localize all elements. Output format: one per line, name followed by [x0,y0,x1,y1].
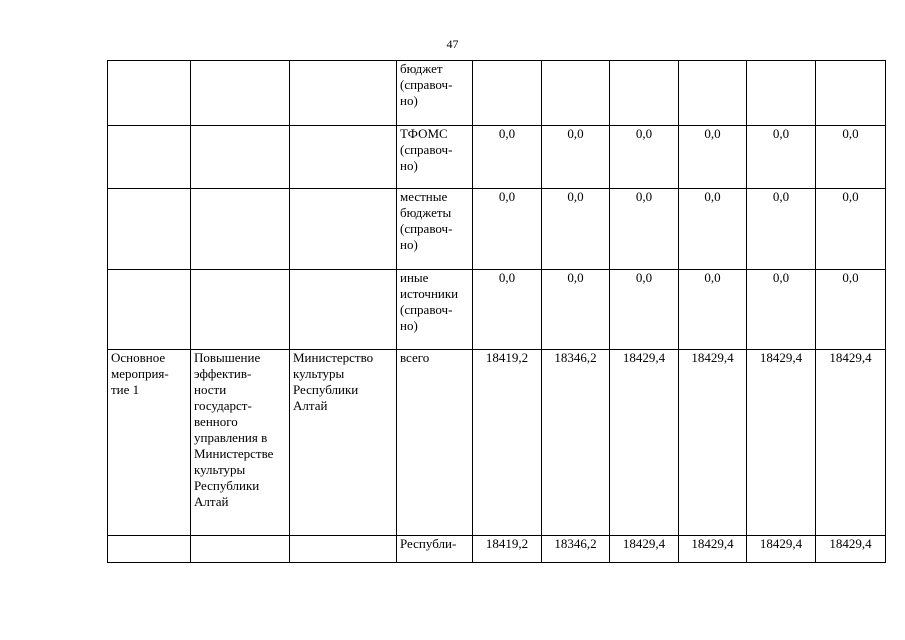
executor-cell [290,126,397,189]
value-cell: 0,0 [473,126,542,189]
table-row [108,350,886,536]
event-cell: Основное мероприя- тие 1 [108,350,191,536]
value-cell: 18429,4 [610,350,679,536]
value-cell: 0,0 [816,270,886,350]
value-cell [610,61,679,126]
value-cell: 0,0 [610,126,679,189]
executor-cell [290,189,397,270]
value-cell: 0,0 [473,270,542,350]
value-cell: 18429,4 [816,350,886,536]
value-cell: 18419,2 [473,536,542,563]
source-cell: местные бюджеты (справоч- но) [397,189,473,270]
value-cell: 18419,2 [473,350,542,536]
executor-cell [290,61,397,126]
name-cell [191,189,290,270]
value-cell: 18346,2 [542,536,610,563]
table-row [108,126,886,189]
value-cell: 18429,4 [679,536,747,563]
event-cell [108,189,191,270]
event-cell [108,61,191,126]
value-cell: 0,0 [679,126,747,189]
value-cell: 18429,4 [747,350,816,536]
name-cell [191,61,290,126]
table-row [108,536,886,563]
value-cell [679,61,747,126]
event-cell [108,270,191,350]
value-cell [747,61,816,126]
value-cell: 0,0 [747,189,816,270]
value-cell: 18429,4 [747,536,816,563]
value-cell: 0,0 [816,189,886,270]
source-cell: ТФОМС (справоч- но) [397,126,473,189]
value-cell: 0,0 [473,189,542,270]
budget-table [107,60,886,563]
value-cell: 18429,4 [816,536,886,563]
value-cell: 0,0 [610,189,679,270]
table-row [108,189,886,270]
value-cell: 0,0 [542,126,610,189]
name-cell [191,536,290,563]
source-cell: всего [397,350,473,536]
source-cell: бюджет (справоч- но) [397,61,473,126]
event-cell [108,536,191,563]
value-cell: 0,0 [816,126,886,189]
value-cell: 0,0 [747,270,816,350]
executor-cell [290,536,397,563]
value-cell: 0,0 [542,270,610,350]
value-cell [473,61,542,126]
table-row [108,61,886,126]
value-cell: 18429,4 [679,350,747,536]
value-cell: 18346,2 [542,350,610,536]
value-cell: 0,0 [679,189,747,270]
name-cell [191,126,290,189]
value-cell [816,61,886,126]
name-cell: Повышение эффектив- ности государст- венного управления в Министерстве культуры Республики Алтай [191,350,290,536]
value-cell: 0,0 [747,126,816,189]
executor-cell [290,270,397,350]
executor-cell: Министерство культуры Республики Алтай [290,350,397,536]
page-number: 47 [446,37,459,51]
source-cell: иные источники (справоч- но) [397,270,473,350]
value-cell: 0,0 [542,189,610,270]
value-cell: 18429,4 [610,536,679,563]
event-cell [108,126,191,189]
source-cell: Республи- [397,536,473,563]
value-cell: 0,0 [610,270,679,350]
table-row [108,270,886,350]
name-cell [191,270,290,350]
value-cell: 0,0 [679,270,747,350]
value-cell [542,61,610,126]
